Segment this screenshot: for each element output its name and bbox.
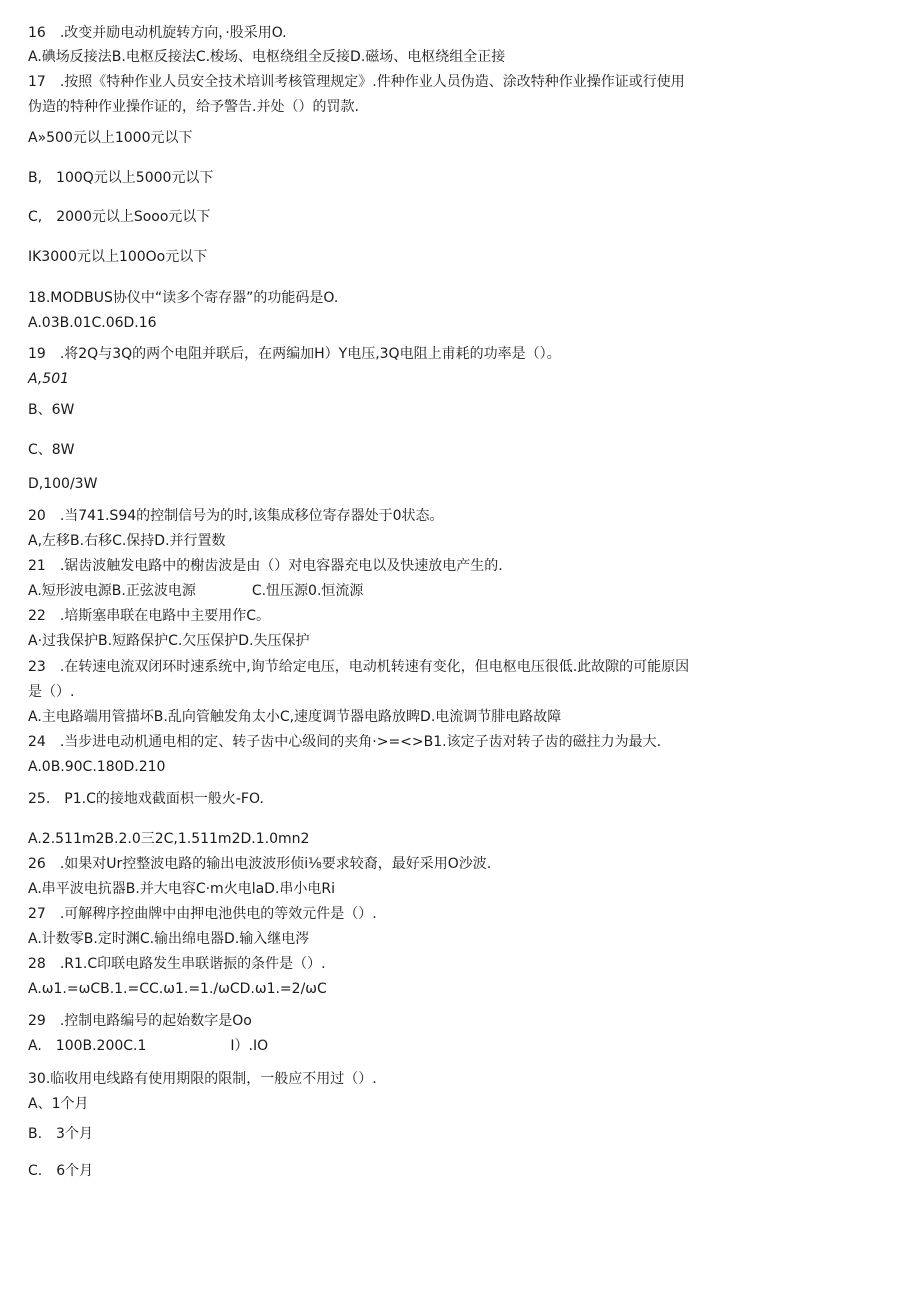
q18-options: A.03B.01C.06D.16 [28,315,157,331]
q19-stem: 19 .将2Q与3Q的两个电阻并联后，在两编加H）Y电压,3Q电阻上甫耗的功率是（）。 [28,346,561,362]
q17-stem-cont: 伪造的特种作业操作证的，给予警告.并处（）的罚款. [28,99,359,115]
q17-option-a: A»500元以上1000元以下 [28,130,193,146]
q28-options: A.ω1.=ωCB.1.=CC.ω1.=1./ωCD.ω1.=2/ωC [28,981,327,997]
q24-options: A.0B.90C.180D.210 [28,759,166,775]
q24-stem: 24 .当步进电动机通电相的定、转子齿中心级间的夹角·>=<>B1.该定子齿对转子齿的磁拄力为最大. [28,734,662,750]
q19-option-d: D,100/3W [28,476,98,492]
q25-stem: 25. P1.C的接地戏截面枳一般火-FO. [28,791,264,807]
q26-stem: 26 .如果对Ur控整波电路的输出电波波形侦i⅛要求较裔，最好采用O沙波. [28,856,492,872]
q30-option-c: C. 6个月 [28,1163,94,1179]
q26-options: A.串平波电抗器B.并大电容C·m火电laD.串小电Ri [28,881,336,897]
q20-stem: 20 .当741.S94的控制信号为的时,该集成移位寄存器处于0状态。 [28,508,444,524]
q30-option-a: A、1个月 [28,1096,89,1112]
q27-stem: 27 .可解稗序控曲牌中由押电池供电的等效元件是（）. [28,906,377,922]
q17-option-b: B, 100Q元以上5000元以下 [28,170,214,186]
q28-stem: 28 .R1.C印联电路发生串联谐振的条件是（）. [28,956,326,972]
q17-option-d: IK3000元以上100Oo元以下 [28,249,208,265]
q30-stem: 30.临收用电线路有使用期限的限制，一般应不用过（）. [28,1071,377,1087]
q20-options: A,左移B.右移C.保持D.并行置数 [28,533,226,549]
q17-option-c: C, 2000元以上Sooo元以下 [28,209,211,225]
q22-options: A·过我保护B.短路保护C.欠压保护D.失压保护 [28,633,310,649]
q19-option-a: A,501 [28,371,70,387]
q21-stem: 21 .锯齿波触发电路中的榭齿波是由（）对电容器充电以及快速放电产生的. [28,558,503,574]
q16-stem: 16 .改变并励电动机旋转方向，·股采用O. [28,25,287,41]
q23-stem-cont: 是（）. [28,684,75,700]
q19-option-b: B、6W [28,402,75,418]
q23-stem: 23 .在转速电流双闭环时速系统中,询节给定电压，电动机转速有变化，但电枢电压很低.此故隙的可能原因 [28,659,690,675]
q25-options: A.2.511m2B.2.0三2C,1.511m2D.1.0mn2 [28,831,310,847]
q23-options: A.主电路端用管描坏B.乱向管触发角太小C,速度调节器电路放睥D.电流调节腓电路故障 [28,709,562,725]
q17-stem: 17 .按照《特种作业人员安全技术培训考核管理规定》.件种作业人员伪造、涂改特种作业操作证或行使用 [28,74,685,90]
q16-options: A.碘场反接法B.电枢反接法C.梭场、电枢绕组全反接D.磁场、电枢绕组全正接 [28,49,506,65]
q29-options: A. 100B.200C.1 I）.IO [28,1038,269,1054]
q29-stem: 29 .控制电路编号的起始数字是Oo [28,1013,252,1029]
q27-options: A.计数零B.定时渊C.输出绵电器D.输入继电涔 [28,931,310,947]
q21-options: A.短形波电源B.正弦波电源 C.忸压源0.恒流源 [28,583,364,599]
q18-stem: 18.MODBUS协仪中“读多个寄存器”的功能码是O. [28,290,339,306]
q22-stem: 22 .培斯塞串联在电路中主要用作C。 [28,608,271,624]
q30-option-b: B. 3个月 [28,1126,93,1142]
q19-option-c: C、8W [28,442,75,458]
